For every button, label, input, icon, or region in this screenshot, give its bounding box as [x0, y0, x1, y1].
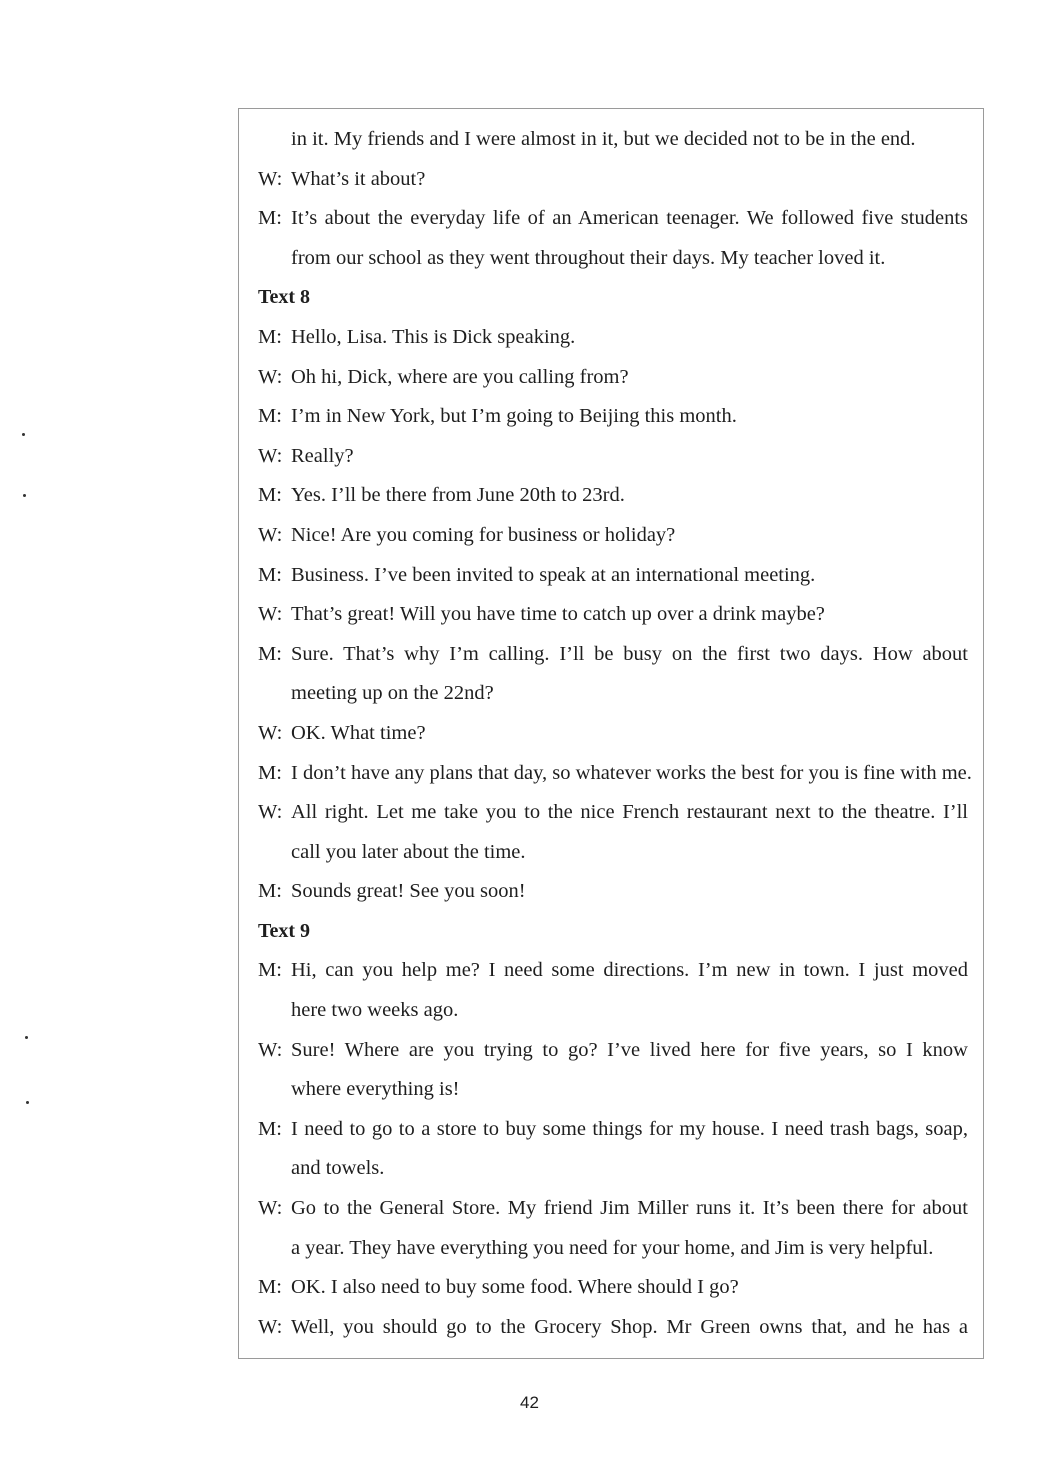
speaker-label: M:	[258, 563, 282, 586]
dialogue-continuation	[258, 1229, 968, 1269]
line-text: meeting up on the 22nd?	[291, 682, 494, 705]
scan-speck	[26, 1101, 29, 1104]
dialogue-line	[258, 199, 968, 239]
speaker-label: W:	[258, 801, 283, 824]
speaker-label: W:	[258, 444, 283, 467]
speaker-label: M:	[258, 1117, 282, 1140]
dialogue-line	[258, 556, 968, 596]
speaker-label: M:	[258, 405, 282, 428]
speaker-label: W:	[258, 721, 283, 744]
dialogue-continuation	[258, 674, 968, 714]
speaker-label: W:	[258, 1197, 283, 1220]
dialogue-continuation	[258, 991, 968, 1031]
dialogue-line	[258, 872, 968, 912]
dialogue-line	[258, 1268, 968, 1308]
speaker-label: M:	[258, 761, 282, 784]
line-text: Business. I’ve been invited to speak at an international meeting.	[291, 563, 816, 586]
dialogue-line	[258, 516, 968, 556]
line-text: Oh hi, Dick, where are you calling from?	[291, 365, 629, 388]
section-heading: Text 9	[258, 919, 311, 942]
speaker-label: W:	[258, 603, 283, 626]
dialogue-line	[258, 595, 968, 635]
speaker-label: W:	[258, 365, 283, 388]
line-text: where everything is!	[291, 1078, 460, 1101]
speaker-label: M:	[258, 880, 282, 903]
transcript-content	[258, 120, 972, 1347]
dialogue-line	[258, 160, 968, 200]
dialogue-continuation	[258, 1149, 968, 1189]
dialogue-line	[258, 714, 968, 754]
line-text: Sounds great! See you soon!	[291, 880, 526, 903]
line-text: I need to go to a store to buy some things for my house. I need trash bags, soap,	[291, 1117, 968, 1140]
scan-speck	[22, 433, 25, 436]
line-text: OK. What time?	[291, 721, 426, 744]
dialogue-line	[258, 951, 968, 991]
line-text: Yes. I’ll be there from June 20th to 23rd.	[291, 484, 625, 507]
line-text: What’s it about?	[291, 167, 426, 190]
dialogue-line	[258, 358, 968, 398]
dialogue-continuation	[258, 120, 968, 160]
line-text: Hi, can you help me? I need some directions. I’m new in town. I just moved	[291, 959, 968, 982]
dialogue-line	[258, 476, 968, 516]
line-text: call you later about the time.	[291, 840, 526, 863]
line-text: Go to the General Store. My friend Jim Miller runs it. It’s been there for about	[291, 1197, 968, 1220]
dialogue-continuation	[258, 833, 968, 873]
speaker-label: M:	[258, 325, 282, 348]
dialogue-line	[258, 397, 968, 437]
speaker-label: M:	[258, 642, 282, 665]
dialogue-line	[258, 793, 968, 833]
scan-speck	[25, 1036, 28, 1039]
line-text: from our school as they went throughout their days. My teacher loved it.	[291, 246, 886, 269]
line-text: and towels.	[291, 1157, 385, 1180]
line-text: Really?	[291, 444, 354, 467]
line-text: Sure. That’s why I’m calling. I’ll be busy on the first two days. How about	[291, 642, 968, 665]
dialogue-line	[258, 1308, 968, 1348]
section-heading: Text 8	[258, 286, 311, 309]
line-text: I’m in New York, but I’m going to Beijing this month.	[291, 405, 737, 428]
speaker-label: W:	[258, 1038, 283, 1061]
dialogue-line	[258, 1031, 968, 1071]
line-text: in it. My friends and I were almost in it, but we decided not to be in the end.	[291, 128, 916, 150]
speaker-label: M:	[258, 484, 282, 507]
dialogue-line	[258, 635, 968, 675]
dialogue-line	[258, 1189, 968, 1229]
line-text: All right. Let me take you to the nice French restaurant next to the theatre. I’ll	[291, 801, 968, 824]
line-text: Nice! Are you coming for business or holiday?	[291, 523, 676, 546]
speaker-label: W:	[258, 523, 283, 546]
line-text: Well, you should go to the Grocery Shop. Mr Green owns that, and he has a	[291, 1315, 968, 1338]
line-text: a year. They have everything you need for your home, and Jim is very helpful.	[291, 1236, 934, 1259]
line-text: That’s great! Will you have time to catch up over a drink maybe?	[291, 603, 825, 626]
line-text: I don’t have any plans that day, so whatever works the best for you is fine with me.	[291, 761, 972, 784]
speaker-label: M:	[258, 959, 282, 982]
dialogue-line	[258, 437, 968, 477]
speaker-label: M:	[258, 1276, 282, 1299]
dialogue-continuation	[258, 1070, 968, 1110]
speaker-label: W:	[258, 167, 283, 190]
line-text: It’s about the everyday life of an American teenager. We followed five students	[291, 207, 968, 230]
dialogue-continuation	[258, 239, 968, 279]
line-text: here two weeks ago.	[291, 999, 459, 1022]
line-text: OK. I also need to buy some food. Where should I go?	[291, 1276, 739, 1299]
line-text: Sure! Where are you trying to go? I’ve lived here for five years, so I know	[291, 1038, 968, 1061]
speaker-label: W:	[258, 1315, 283, 1338]
dialogue-line	[258, 754, 972, 794]
scan-speck	[23, 494, 26, 497]
speaker-label: M:	[258, 207, 282, 230]
page-number: 42	[520, 1393, 539, 1412]
line-text: Hello, Lisa. This is Dick speaking.	[291, 325, 576, 348]
dialogue-line	[258, 318, 968, 358]
dialogue-line	[258, 1110, 968, 1150]
